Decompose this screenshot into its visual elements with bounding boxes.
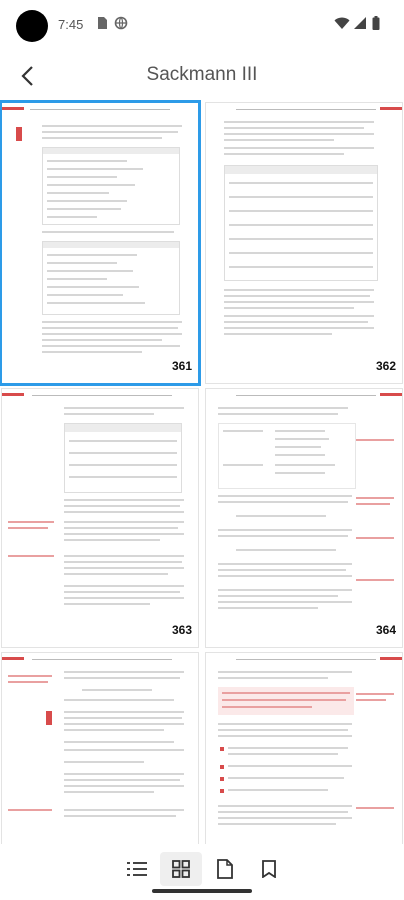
running-header — [32, 659, 172, 660]
page-number: 364 — [375, 623, 396, 637]
battery-icon — [372, 16, 380, 35]
bullet — [220, 789, 224, 793]
camera-cutout — [16, 10, 48, 42]
wifi-icon — [334, 16, 350, 35]
running-header — [236, 659, 376, 660]
sim-card-icon — [96, 16, 108, 35]
example-icon — [46, 711, 52, 725]
margin-note — [8, 809, 52, 811]
grid-icon — [172, 860, 190, 878]
table-figure — [224, 165, 378, 281]
margin-note — [356, 807, 394, 809]
running-header — [32, 395, 172, 396]
page-thumbnail[interactable] — [2, 653, 198, 844]
chapter-marker — [2, 657, 24, 660]
chapter-marker — [380, 657, 402, 660]
formula-line — [236, 515, 326, 517]
vpn-icon — [114, 16, 128, 35]
page-view-button[interactable] — [204, 852, 246, 886]
book-title: Sackmann III — [146, 64, 258, 85]
page-thumbnail[interactable] — [206, 103, 402, 383]
status-bar — [0, 0, 404, 52]
grid-view-button[interactable] — [160, 852, 202, 886]
page-number: 362 — [375, 359, 396, 373]
app-bar — [0, 52, 404, 100]
running-header — [236, 395, 376, 396]
formula-line — [236, 549, 336, 551]
table-figure — [42, 147, 180, 225]
margin-note — [356, 497, 394, 499]
page-thumbnail[interactable] — [206, 389, 402, 647]
margin-note — [8, 675, 52, 677]
classification-diagram — [218, 423, 356, 489]
page-thumbnail[interactable] — [2, 389, 198, 647]
status-time: 7:45 — [58, 17, 84, 32]
definition-box — [218, 687, 354, 715]
page-number: 363 — [171, 623, 192, 637]
bookmarks-button[interactable] — [248, 852, 290, 886]
example-icon — [16, 127, 22, 141]
margin-note — [8, 555, 54, 557]
running-header — [236, 109, 376, 110]
chapter-marker — [2, 107, 24, 110]
page-thumbnail-grid[interactable] — [0, 100, 404, 844]
table-figure — [64, 423, 182, 493]
running-header — [30, 109, 170, 110]
home-indicator[interactable] — [152, 889, 252, 893]
page-number: 361 — [171, 359, 192, 373]
page-thumbnail[interactable] — [2, 103, 198, 383]
bookmark-icon — [262, 860, 276, 878]
contents-button[interactable] — [116, 852, 158, 886]
list-icon — [127, 861, 147, 877]
signal-icon — [353, 16, 367, 35]
page-icon — [217, 859, 233, 879]
chapter-marker — [380, 107, 402, 110]
bullet — [220, 747, 224, 751]
margin-note — [356, 439, 394, 441]
table-figure — [42, 241, 180, 315]
margin-note — [8, 521, 54, 523]
chapter-marker — [2, 393, 24, 396]
bullet — [220, 777, 224, 781]
page-thumbnail[interactable] — [206, 653, 402, 844]
margin-note — [356, 693, 394, 695]
chapter-marker — [380, 393, 402, 396]
formula-line — [82, 689, 152, 691]
margin-note — [356, 537, 394, 539]
margin-note — [356, 579, 394, 581]
bullet — [220, 765, 224, 769]
